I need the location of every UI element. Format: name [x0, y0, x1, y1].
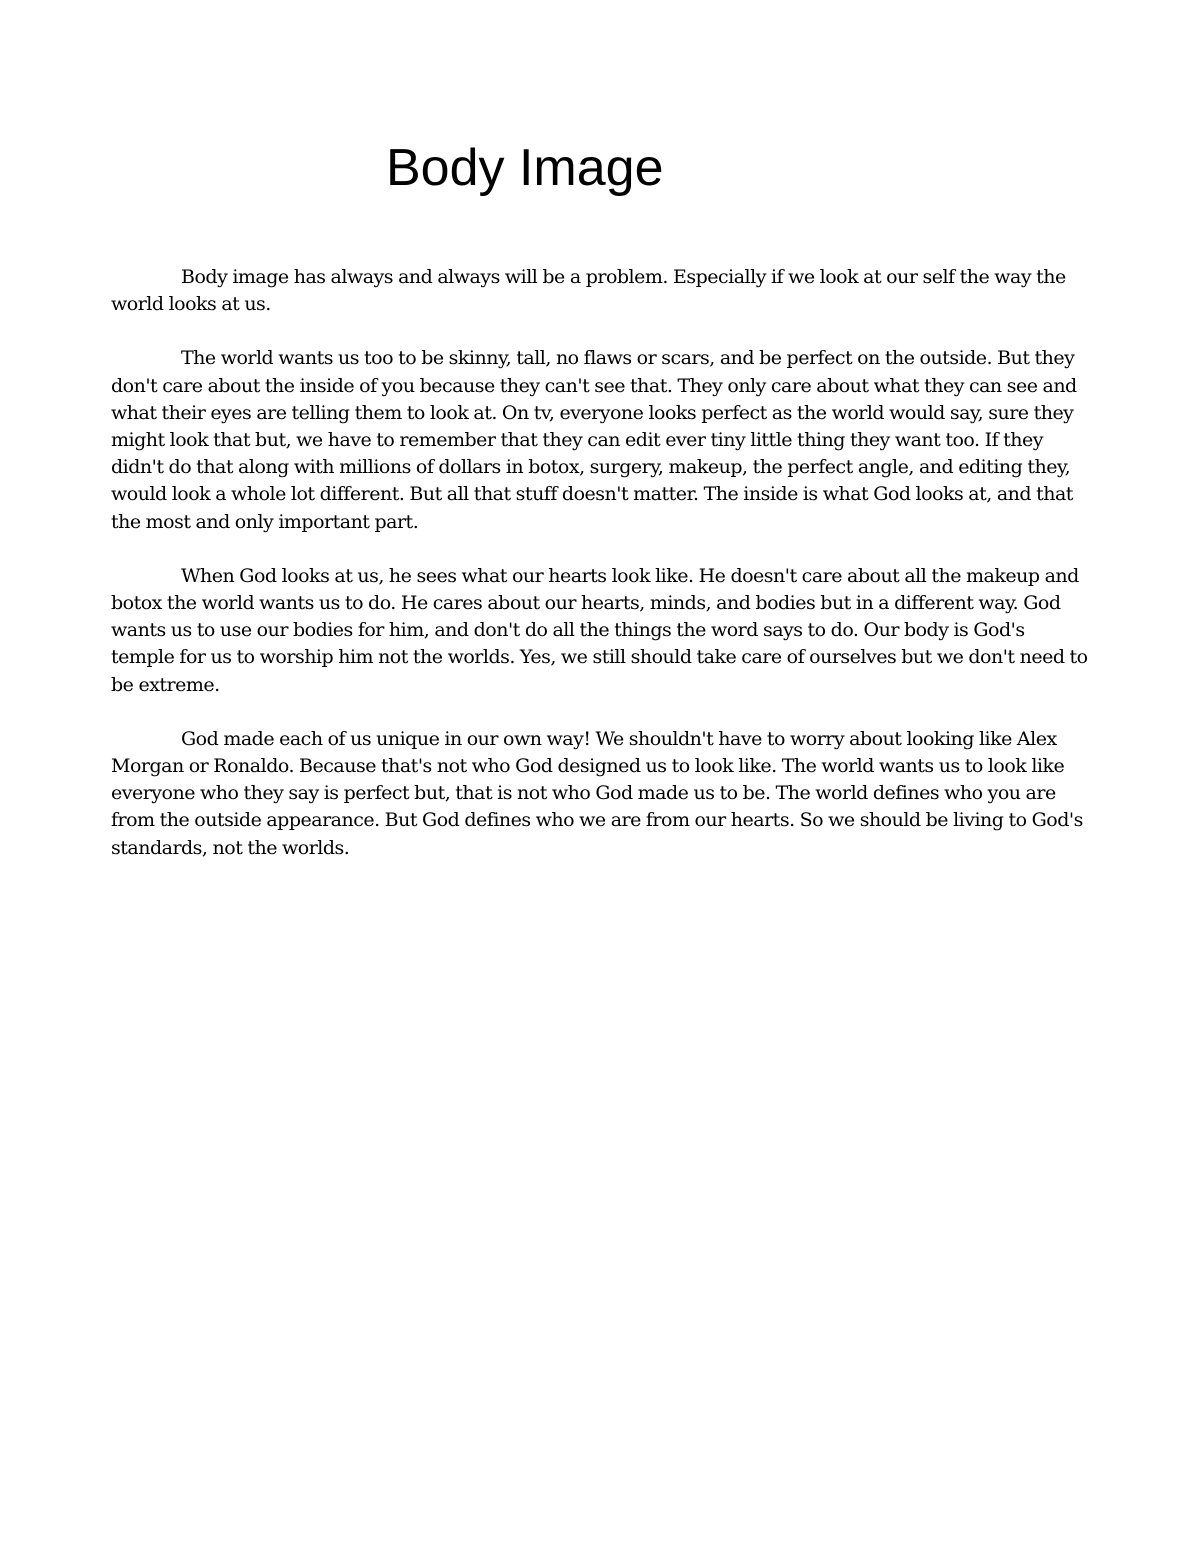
document-body [111, 264, 1089, 889]
paragraph-4: God made each of us unique in our own way! We shouldn't have to worry about looking like Alex Morgan or Ronaldo. Because that's not who God designed us to look like. The world wants us to look like everyone who they say is perfect but, that is not who God made us to be. The world defines who you are from the outside appearance. But God defines who we are from our hearts. So we should be living to God's standards, not the worlds. [111, 727, 1083, 859]
document-title: Body Image [386, 139, 664, 197]
paragraph-3: When God looks at us, he sees what our hearts look like. He doesn't care about all the makeup and botox the world wants us to do. He cares about our hearts, minds, and bodies but in a different way. God wants us to use our bodies for him, and don't do all the things the word says to do. Our body is God's temple for us to worship him not the worlds. Yes, we still should take care of ourselves but we don't need to be extreme. [111, 564, 1088, 696]
paragraph-2: The world wants us too to be skinny, tall, no flaws or scars, and be perfect on the outside. But they don't care about the inside of you because they can't see that. They only care about what they can see and what their eyes are telling them to look at. On tv, everyone looks perfect as the world would say, sure they might look that but, we have to remember that they can edit ever tiny little thing they want too. If they didn't do that along with millions of dollars in botox, surgery, makeup, the perfect angle, and editing they, would look a whole lot different. But all that stuff doesn't matter. The inside is what God looks at, and that the most and only important part. [111, 347, 1077, 533]
paragraph-1: Body image has always and always will be a problem. Especially if we look at our self the way the world looks at us. [111, 266, 1066, 316]
